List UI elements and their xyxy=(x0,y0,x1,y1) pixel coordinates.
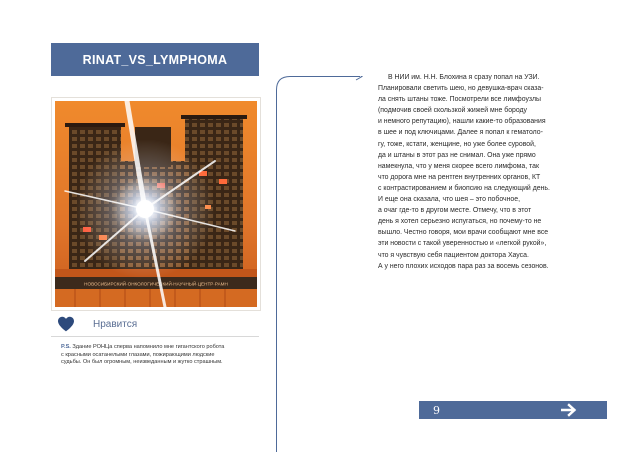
story-line: эти новости с такой уверенностью и «легкой рукой», xyxy=(378,240,547,248)
header-title: RINAT_VS_LYMPHOMA xyxy=(82,52,228,67)
story-line: гу, тоже, кстати, женщине, но уже более суровой, xyxy=(378,140,536,148)
page-number: 9 xyxy=(433,404,440,417)
heart-icon[interactable] xyxy=(57,316,75,332)
like-row[interactable] xyxy=(57,315,259,333)
caption-line: с красными осатанелыми глазами, пожирающими людские xyxy=(61,351,215,358)
page-spine-line xyxy=(276,76,376,452)
story-line: Планировали светить шею, но девушка-врач сказа- xyxy=(378,85,544,93)
divider xyxy=(51,336,259,337)
caption-line: P.S. Здание РОНЦа сперва напомнило мне гигантского робота xyxy=(61,344,225,350)
story-text xyxy=(378,72,610,272)
building-sign-text: НОВОСИБИРСКИЙ·ОНКОЛОГИЧЕСКИЙ·НАУЧНЫЙ·ЦЕНТР·РАМН xyxy=(84,281,228,287)
story-line: день я хотел серьезно испугаться, но почему-то не xyxy=(378,218,542,226)
story-line: В НИИ им. Н.Н. Блохина я сразу попал на УЗИ. xyxy=(388,74,540,81)
story-line: что дорога мне на рентген внутренних органов, КТ xyxy=(378,173,541,181)
story-line: да и штаны в этот раз не снимал. Она уже прямо xyxy=(378,151,536,159)
story-line: намекнула, что у меня скорее всего лимфома, так xyxy=(378,162,539,170)
page-header xyxy=(51,43,259,76)
story-line: ла снять штаны тоже. Посмотрели все лимфоузлы xyxy=(378,96,541,104)
story-line: И еще она сказала, что шея – это побочное, xyxy=(378,196,520,204)
pagination-bar xyxy=(419,401,607,419)
photo-caption xyxy=(61,344,261,367)
story-line: А у него плохих исходов пара раз за восемь сезонов. xyxy=(378,262,549,270)
story-line: что я чувствую себя пациентом доктора Хауса. xyxy=(378,251,529,259)
caption-prefix: P.S. xyxy=(61,344,71,350)
story-line: а очаг где-то в другом месте. Отмечу, что в этот xyxy=(378,207,532,215)
story-line: и немного репутацию), нашли какие-то образования xyxy=(378,118,546,126)
story-line: с контрастированием и биопсию на следующий день. xyxy=(378,184,550,192)
building-photo-image xyxy=(55,101,257,307)
story-line: в шее и под ключицами. Далее я попал к гематоло- xyxy=(378,129,543,137)
story-line: (подмочив своей скользкой жижей мне бороду xyxy=(378,107,528,115)
like-label[interactable]: Нравится xyxy=(93,318,138,330)
arrow-right-icon[interactable] xyxy=(561,403,577,417)
building-photo[interactable] xyxy=(55,101,257,307)
photo-card xyxy=(51,97,261,311)
story-line: вышло. Честно говоря, мои врачи сообщают мне все xyxy=(378,229,549,237)
caption-line: судьбы. Он был огромным, неизведанным и жутко страшным. xyxy=(61,359,223,366)
